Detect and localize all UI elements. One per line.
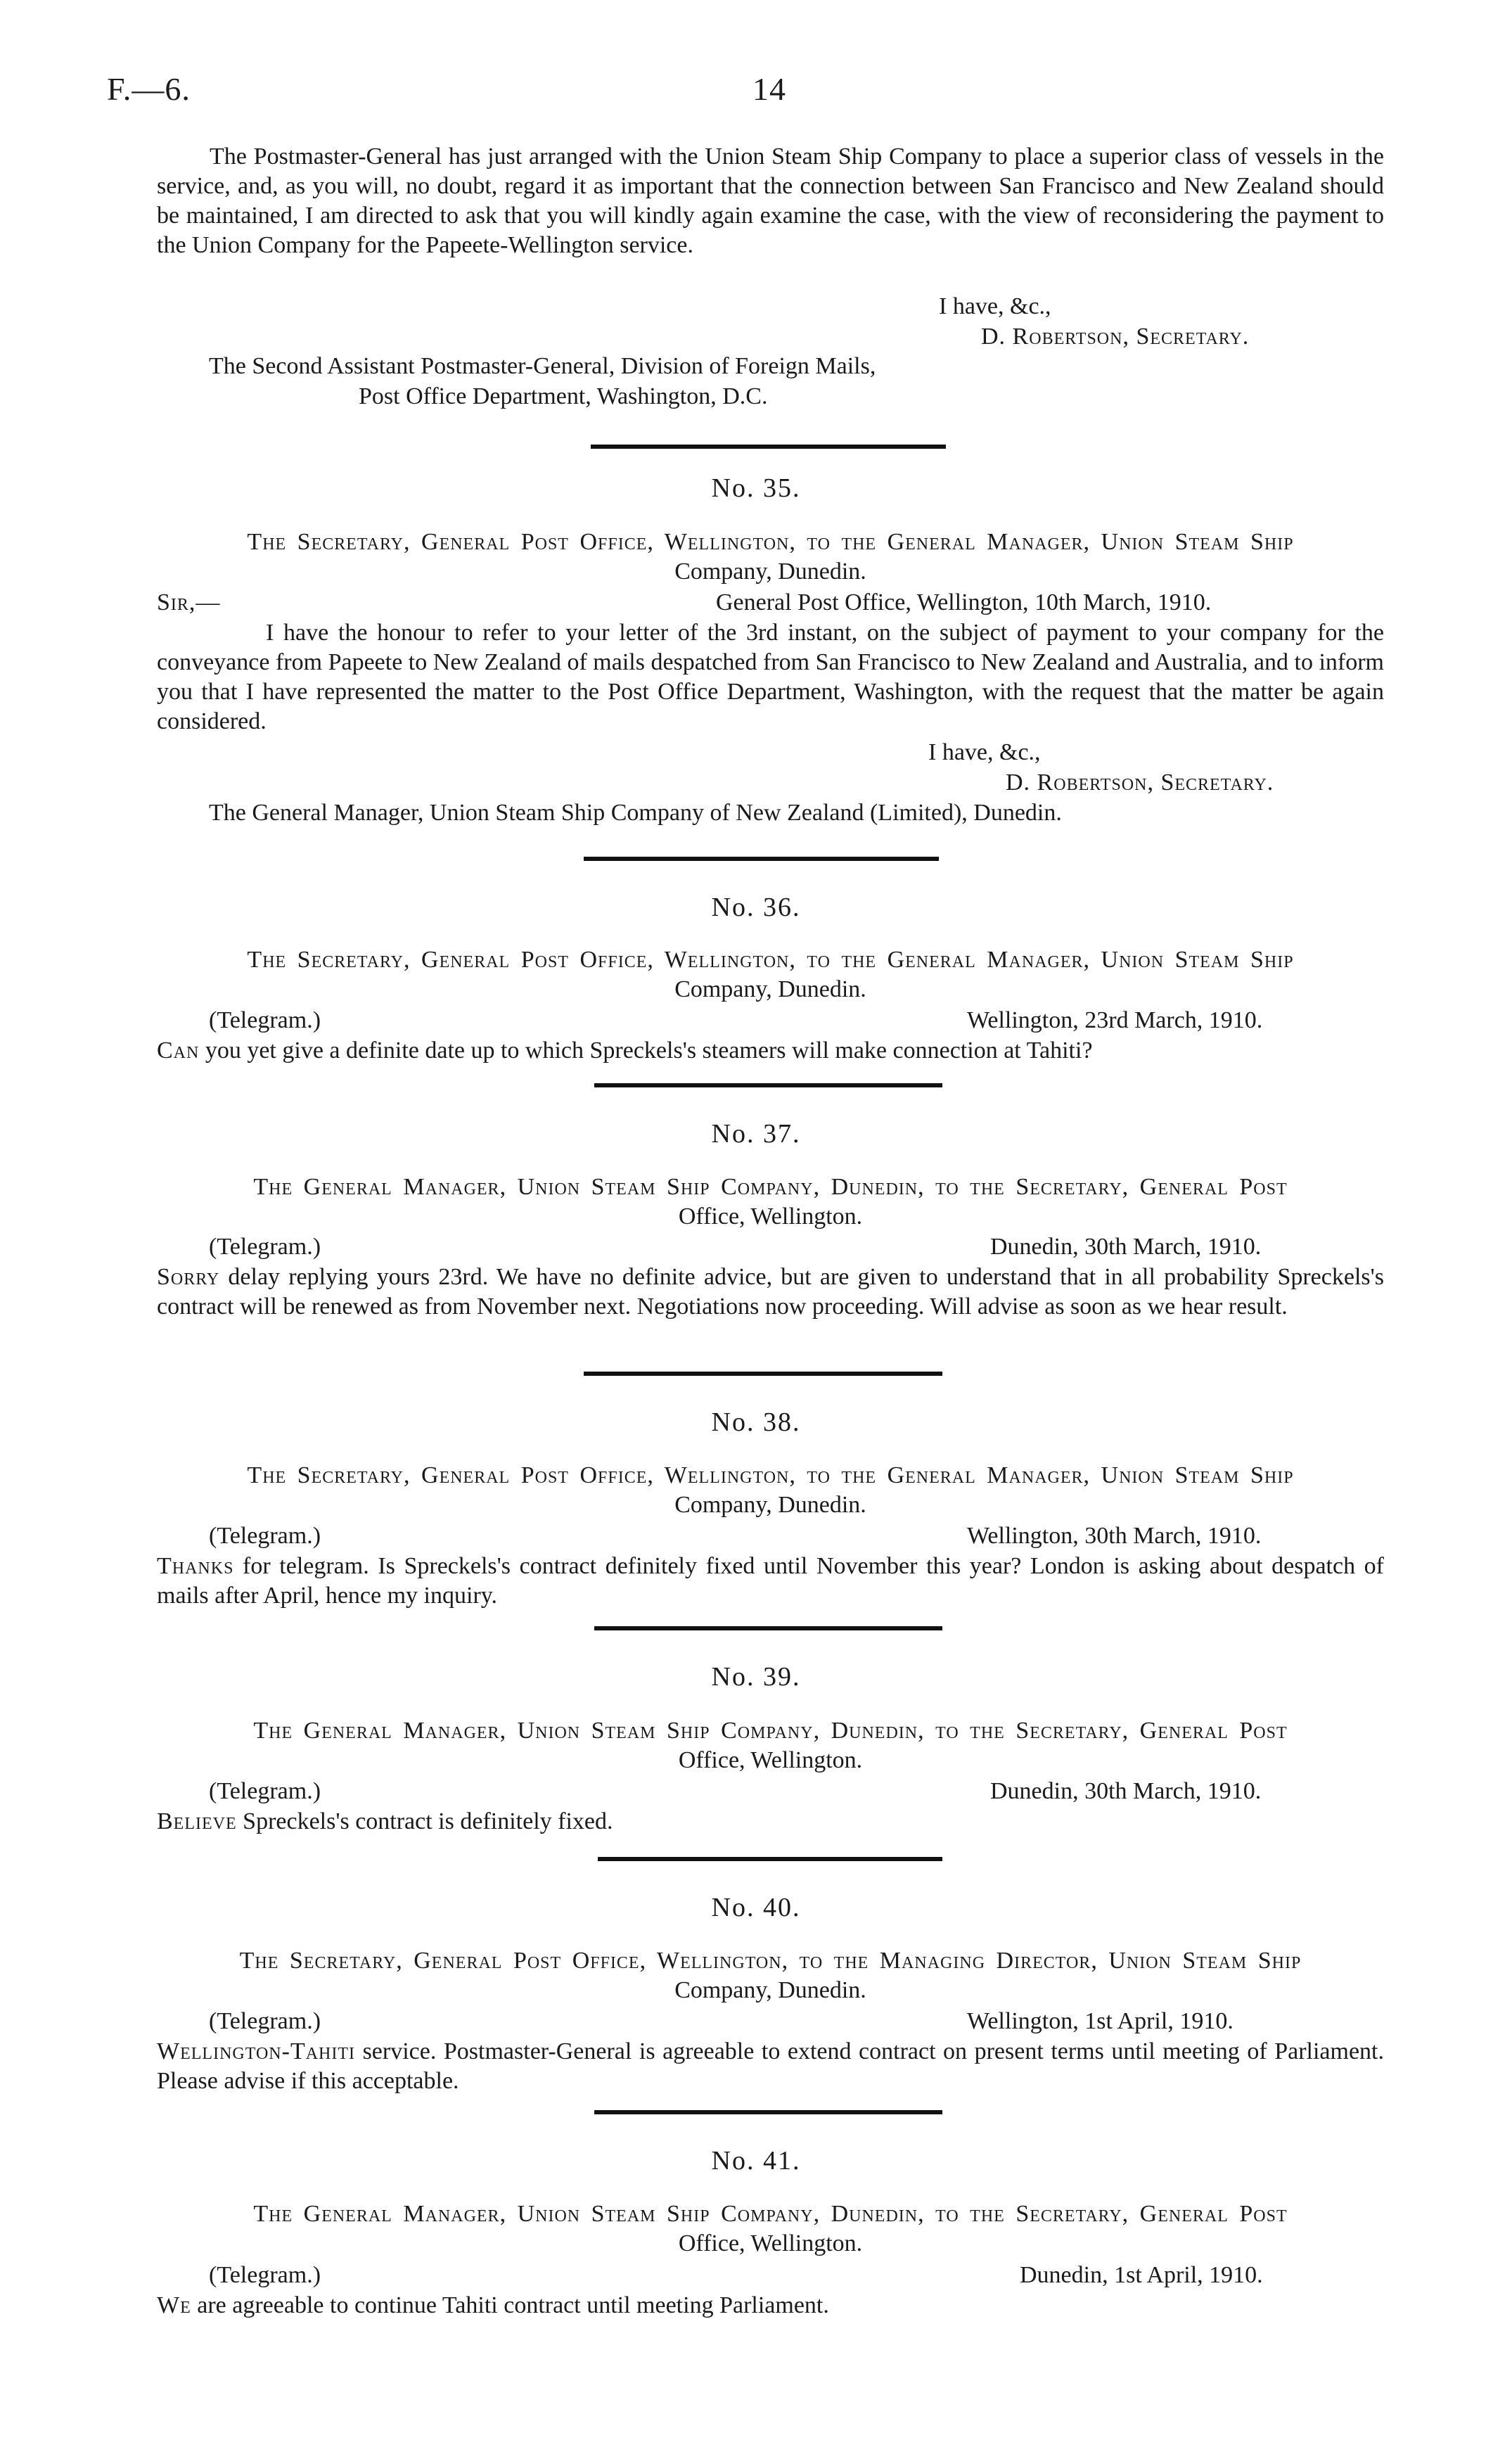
letter-number: No. 38.: [711, 1407, 801, 1437]
dateline: Dunedin, 30th March, 1910.: [990, 1234, 1262, 1260]
letter-heading-line-1: The General Manager, Union Steam Ship Company, Dunedin, to the Secretary, General Post: [253, 1718, 1288, 1744]
letter-body: [157, 1552, 1384, 1611]
body-text: you yet give a definite date up to which Spreckels's steamers will make connection at Tahiti?: [199, 1037, 1093, 1064]
section-divider: [594, 1626, 942, 1630]
telegram-label: (Telegram.): [209, 1007, 321, 1033]
intro-addressee-line-1: The Second Assistant Postmaster-General, Division of Foreign Mails,: [209, 353, 876, 379]
letter-heading-line-2: Company, Dunedin.: [674, 976, 866, 1002]
letter-heading-line-2: Company, Dunedin.: [674, 558, 866, 585]
telegram-label: (Telegram.): [209, 1523, 321, 1549]
section-divider: [584, 1372, 942, 1376]
page-number: 14: [752, 71, 786, 107]
letter-heading: [157, 528, 1384, 557]
letter-heading-line-1: The Secretary, General Post Office, Wellington, to the General Manager, Union Steam Ship: [247, 947, 1294, 973]
section-divider: [594, 1083, 942, 1087]
dateline: General Post Office, Wellington, 10th March, 1910.: [716, 589, 1212, 615]
body-lead-word: Believe: [157, 1808, 237, 1834]
body-text: Spreckels's contract is definitely fixed.: [236, 1808, 613, 1834]
intro-addressee-line-2: Post Office Department, Washington, D.C.: [359, 383, 768, 409]
letter-number: No. 41.: [711, 2146, 801, 2176]
letter-heading-line-1: The Secretary, General Post Office, Wellington, to the General Manager, Union Steam Ship: [247, 529, 1294, 555]
letter-body: [157, 1036, 1384, 1066]
letter-number: No. 40.: [711, 1893, 801, 1922]
letter-body: [157, 2291, 1384, 2320]
section-divider: [598, 1857, 942, 1861]
letter-heading-line-2: Office, Wellington.: [678, 1747, 863, 1773]
intro-paragraph: The Postmaster-General has just arranged with the Union Steam Ship Company to place a superior class of vessels in the service, and, as you will, no doubt, regard it as important that the connection between San Francisco and New Zealand should be maintained, I am directed to ask that you will kindly again examine the case, with the view of reconsidering the payment to the Union Company for the Papeete-Wellington service.: [157, 143, 1384, 258]
body-lead-word: Sorry: [157, 1264, 220, 1290]
letter-body: I have the honour to refer to your letter of the 3rd instant, on the subject of payment to your company for the conveyance from Papeete to New Zealand of mails despatched from San Francisco to New Zealand and Australia, and to inform you that I have represented the matter to the Post Office Department, Washington, with the request that the matter be again considered.: [157, 620, 1384, 734]
letter-heading-line-1: The General Manager, Union Steam Ship Company, Dunedin, to the Secretary, General Post: [253, 2201, 1288, 2227]
salutation: Sir,—: [157, 589, 221, 615]
section-divider: [584, 857, 939, 861]
letter-body: [157, 2037, 1384, 2096]
body-lead-word: Wellington-Tahiti: [157, 2038, 356, 2064]
letter-closing: I have, &c.,: [928, 739, 1041, 765]
letter-heading-line-1: The Secretary, General Post Office, Wellington, to the Managing Director, Union Steam Ship: [239, 1948, 1302, 1974]
dateline: Dunedin, 1st April, 1910.: [1020, 2262, 1263, 2288]
letter-body: [157, 1263, 1384, 1322]
dateline: Dunedin, 30th March, 1910.: [990, 1778, 1262, 1804]
telegram-label: (Telegram.): [209, 2008, 321, 2034]
letter-heading-line-2: Company, Dunedin.: [674, 1492, 866, 1518]
body-text: are agreeable to continue Tahiti contract until meeting Parliament.: [191, 2292, 829, 2318]
telegram-label: (Telegram.): [209, 2262, 321, 2288]
document-reference: F.—6.: [107, 71, 191, 107]
letter-number: No. 36.: [711, 893, 801, 922]
letter-signature: D. Robertson, Secretary.: [1006, 769, 1274, 796]
letter-body: [157, 1807, 1384, 1837]
body-text: for telegram. Is Spreckels's contract definitely fixed until November this year? London is asking about despatch of mails after April, hence my inquiry.: [157, 1553, 1384, 1609]
letter-heading-line-2: Company, Dunedin.: [674, 1977, 866, 2003]
letter-number: No. 39.: [711, 1662, 801, 1692]
dateline: Wellington, 1st April, 1910.: [967, 2008, 1234, 2034]
body-lead-word: Thanks: [157, 1553, 234, 1579]
intro-signature: D. Robertson, Secretary.: [981, 324, 1250, 350]
intro-closing: I have, &c.,: [939, 293, 1051, 319]
letter-heading-line-2: Office, Wellington.: [678, 1203, 863, 1230]
body-text: service. Postmaster-General is agreeable to extend contract on present terms until meeting of Parliament. Please advise if this acceptable.: [157, 2038, 1384, 2094]
section-divider: [594, 2110, 942, 2114]
dateline: Wellington, 30th March, 1910.: [967, 1523, 1262, 1549]
letter-heading-line-1: The General Manager, Union Steam Ship Company, Dunedin, to the Secretary, General Post: [253, 1174, 1288, 1200]
body-text: delay replying yours 23rd. We have no definite advice, but are given to understand that in all probability Spreckels's contract will be renewed as from November next. Negotiations now proceeding. Will advise as soon as we hear result.: [157, 1264, 1384, 1320]
section-divider: [591, 445, 946, 449]
body-lead-word: We: [157, 2292, 191, 2318]
dateline: Wellington, 23rd March, 1910.: [967, 1007, 1263, 1033]
letter-addressee: The General Manager, Union Steam Ship Company of New Zealand (Limited), Dunedin.: [209, 800, 1062, 826]
telegram-label: (Telegram.): [209, 1778, 321, 1804]
body-lead-word: Can: [157, 1037, 200, 1064]
letter-number: No. 35.: [711, 473, 801, 503]
letter-heading-line-2: Office, Wellington.: [678, 2230, 863, 2256]
telegram-label: (Telegram.): [209, 1234, 321, 1260]
letter-number: No. 37.: [711, 1119, 801, 1149]
letter-heading-line-1: The Secretary, General Post Office, Wellington, to the General Manager, Union Steam Ship: [247, 1462, 1294, 1488]
